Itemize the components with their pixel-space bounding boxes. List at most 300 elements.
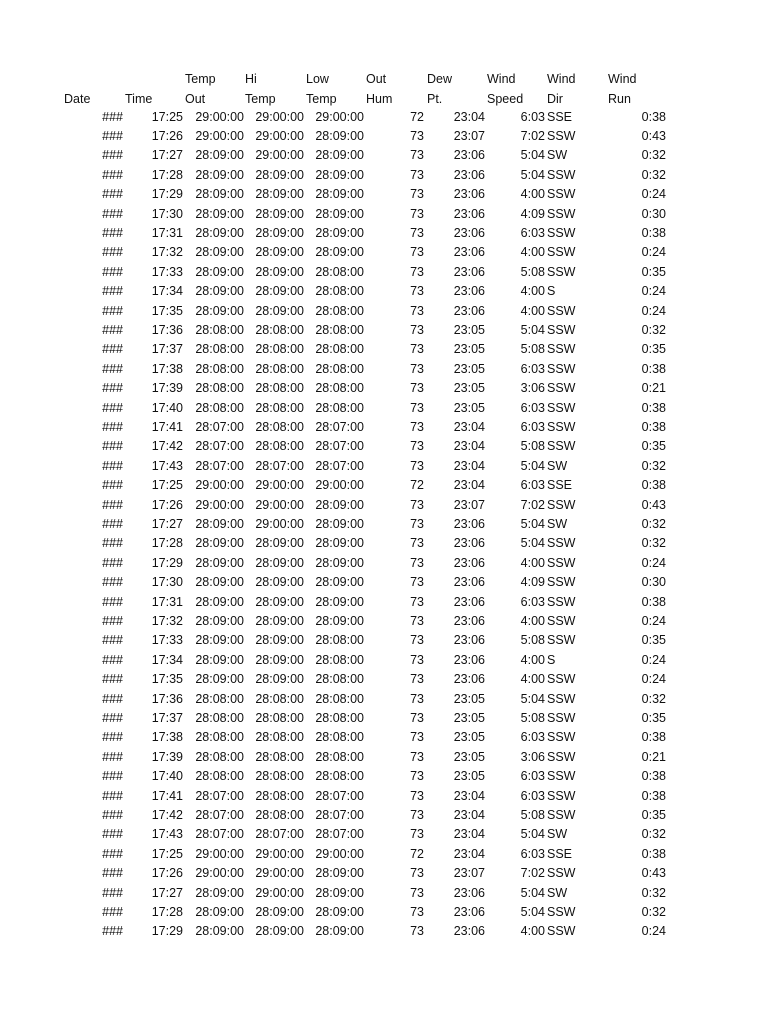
cell-hi-temp: 28:09:00 [255, 575, 304, 590]
cell-out-hum: 73 [410, 924, 424, 939]
cell-temp-out: 28:09:00 [195, 555, 244, 570]
cell-low-temp: 28:09:00 [315, 187, 364, 202]
cell-temp-out: 28:08:00 [195, 381, 244, 396]
cell-low-temp: 28:08:00 [315, 322, 364, 337]
cell-wind-dir: SSE [547, 109, 573, 124]
cell-dew-pt: 23:05 [453, 691, 485, 706]
cell-temp-out: 29:00:00 [195, 109, 244, 124]
cell-time: 17:38 [151, 361, 183, 376]
header-temp-out-line1: Temp [185, 72, 216, 86]
cell-wind-dir: SSW [547, 575, 576, 590]
cell-date: ### [102, 187, 123, 202]
cell-temp-out: 28:08:00 [195, 691, 244, 706]
cell-low-temp: 28:09:00 [315, 128, 364, 143]
cell-wind-speed: 6:03 [520, 225, 545, 240]
cell-low-temp: 28:09:00 [315, 536, 364, 551]
cell-out-hum: 73 [410, 342, 424, 357]
cell-out-hum: 73 [410, 788, 424, 803]
cell-low-temp: 28:09:00 [315, 924, 364, 939]
cell-dew-pt: 23:05 [453, 322, 485, 337]
header-wind-speed-line2: Speed [487, 92, 524, 106]
cell-date: ### [102, 904, 123, 919]
cell-out-hum: 73 [410, 807, 424, 822]
cell-dew-pt: 23:05 [453, 400, 485, 415]
cell-hi-temp: 28:09:00 [255, 633, 304, 648]
cell-hi-temp: 28:09:00 [255, 303, 304, 318]
cell-wind-speed: 5:04 [520, 322, 545, 337]
cell-temp-out: 28:08:00 [195, 769, 244, 784]
cell-time: 17:36 [151, 691, 183, 706]
cell-out-hum: 73 [410, 575, 424, 590]
cell-temp-out: 28:09:00 [195, 613, 244, 628]
cell-date: ### [102, 885, 123, 900]
cell-out-hum: 73 [410, 497, 424, 512]
cell-temp-out: 28:07:00 [195, 439, 244, 454]
cell-wind-speed: 6:03 [520, 846, 545, 861]
cell-wind-speed: 6:03 [520, 478, 545, 493]
cell-time: 17:42 [151, 807, 183, 822]
header-wind-speed-line1: Wind [487, 72, 516, 86]
cell-dew-pt: 23:06 [453, 904, 485, 919]
cell-dew-pt: 23:06 [453, 284, 485, 299]
cell-wind-run: 0:38 [641, 769, 666, 784]
cell-hi-temp: 29:00:00 [255, 128, 304, 143]
cell-wind-run: 0:35 [641, 342, 666, 357]
header-wind-run-line2: Run [608, 92, 631, 106]
cell-temp-out: 28:09:00 [195, 594, 244, 609]
cell-time: 17:27 [151, 148, 183, 163]
cell-temp-out: 28:09:00 [195, 225, 244, 240]
cell-low-temp: 28:08:00 [315, 361, 364, 376]
cell-hi-temp: 28:09:00 [255, 904, 304, 919]
cell-wind-dir: SSW [547, 167, 576, 182]
cell-time: 17:28 [151, 536, 183, 551]
cell-wind-dir: SSE [547, 846, 573, 861]
cell-hi-temp: 28:09:00 [255, 672, 304, 687]
cell-temp-out: 28:07:00 [195, 827, 244, 842]
cell-wind-speed: 5:04 [520, 691, 545, 706]
cell-time: 17:35 [151, 303, 183, 318]
cell-wind-run: 0:38 [641, 594, 666, 609]
cell-dew-pt: 23:07 [453, 866, 485, 881]
cell-date: ### [102, 749, 123, 764]
cell-time: 17:28 [151, 904, 183, 919]
cell-out-hum: 73 [410, 284, 424, 299]
cell-time: 17:41 [151, 419, 183, 434]
cell-out-hum: 73 [410, 303, 424, 318]
cell-dew-pt: 23:04 [453, 478, 485, 493]
cell-wind-speed: 4:00 [520, 245, 545, 260]
cell-temp-out: 28:09:00 [195, 924, 244, 939]
cell-out-hum: 73 [410, 749, 424, 764]
cell-out-hum: 73 [410, 827, 424, 842]
cell-wind-dir: SSW [547, 710, 576, 725]
cell-time: 17:39 [151, 381, 183, 396]
cell-time: 17:26 [151, 128, 183, 143]
cell-wind-run: 0:32 [641, 148, 666, 163]
cell-temp-out: 28:09:00 [195, 575, 244, 590]
cell-time: 17:37 [151, 342, 183, 357]
cell-wind-speed: 5:08 [520, 439, 545, 454]
cell-wind-run: 0:24 [641, 245, 666, 260]
cell-date: ### [102, 225, 123, 240]
cell-time: 17:32 [151, 613, 183, 628]
cell-temp-out: 28:08:00 [195, 322, 244, 337]
cell-low-temp: 28:08:00 [315, 342, 364, 357]
cell-wind-dir: SSW [547, 497, 576, 512]
cell-wind-speed: 3:06 [520, 381, 545, 396]
cell-wind-run: 0:35 [641, 633, 666, 648]
cell-time: 17:25 [151, 109, 183, 124]
cell-wind-dir: SSW [547, 225, 576, 240]
cell-hi-temp: 28:08:00 [255, 769, 304, 784]
cell-temp-out: 28:09:00 [195, 284, 244, 299]
cell-out-hum: 72 [410, 478, 424, 493]
cell-wind-speed: 4:00 [520, 924, 545, 939]
cell-hi-temp: 28:08:00 [255, 730, 304, 745]
cell-time: 17:42 [151, 439, 183, 454]
cell-hi-temp: 28:09:00 [255, 924, 304, 939]
cell-low-temp: 28:09:00 [315, 904, 364, 919]
cell-wind-dir: SSW [547, 303, 576, 318]
cell-wind-run: 0:38 [641, 730, 666, 745]
cell-temp-out: 28:08:00 [195, 361, 244, 376]
cell-time: 17:26 [151, 866, 183, 881]
cell-low-temp: 28:07:00 [315, 458, 364, 473]
cell-low-temp: 28:07:00 [315, 807, 364, 822]
cell-temp-out: 28:09:00 [195, 206, 244, 221]
cell-out-hum: 72 [410, 846, 424, 861]
cell-wind-run: 0:38 [641, 400, 666, 415]
cell-hi-temp: 28:07:00 [255, 827, 304, 842]
cell-date: ### [102, 439, 123, 454]
cell-temp-out: 28:08:00 [195, 400, 244, 415]
cell-wind-dir: SSW [547, 769, 576, 784]
cell-low-temp: 28:08:00 [315, 769, 364, 784]
cell-out-hum: 73 [410, 730, 424, 745]
cell-low-temp: 28:09:00 [315, 594, 364, 609]
cell-temp-out: 28:07:00 [195, 458, 244, 473]
header-wind-dir-line1: Wind [547, 72, 576, 86]
cell-low-temp: 28:07:00 [315, 788, 364, 803]
cell-dew-pt: 23:04 [453, 439, 485, 454]
header-out-hum-line2: Hum [366, 92, 393, 106]
cell-out-hum: 73 [410, 225, 424, 240]
cell-wind-run: 0:35 [641, 710, 666, 725]
cell-out-hum: 73 [410, 613, 424, 628]
cell-wind-dir: S [547, 284, 556, 299]
cell-temp-out: 28:09:00 [195, 303, 244, 318]
cell-date: ### [102, 284, 123, 299]
cell-dew-pt: 23:05 [453, 749, 485, 764]
cell-dew-pt: 23:04 [453, 827, 485, 842]
cell-time: 17:40 [151, 769, 183, 784]
cell-hi-temp: 28:09:00 [255, 652, 304, 667]
cell-hi-temp: 29:00:00 [255, 148, 304, 163]
cell-wind-speed: 5:04 [520, 167, 545, 182]
cell-temp-out: 28:09:00 [195, 167, 244, 182]
cell-wind-run: 0:32 [641, 536, 666, 551]
cell-wind-dir: SSW [547, 633, 576, 648]
cell-temp-out: 28:07:00 [195, 788, 244, 803]
cell-time: 17:37 [151, 710, 183, 725]
cell-hi-temp: 28:09:00 [255, 613, 304, 628]
cell-wind-speed: 5:04 [520, 827, 545, 842]
cell-wind-run: 0:38 [641, 846, 666, 861]
cell-wind-dir: SW [547, 885, 568, 900]
cell-wind-speed: 5:04 [520, 885, 545, 900]
cell-out-hum: 73 [410, 167, 424, 182]
cell-out-hum: 73 [410, 458, 424, 473]
cell-date: ### [102, 497, 123, 512]
cell-time: 17:29 [151, 924, 183, 939]
cell-date: ### [102, 866, 123, 881]
cell-low-temp: 28:08:00 [315, 264, 364, 279]
cell-hi-temp: 28:09:00 [255, 264, 304, 279]
cell-temp-out: 28:08:00 [195, 730, 244, 745]
cell-wind-run: 0:38 [641, 478, 666, 493]
cell-time: 17:34 [151, 652, 183, 667]
cell-temp-out: 28:09:00 [195, 187, 244, 202]
cell-out-hum: 73 [410, 128, 424, 143]
cell-hi-temp: 28:09:00 [255, 284, 304, 299]
cell-wind-dir: SSW [547, 206, 576, 221]
cell-wind-dir: SSW [547, 749, 576, 764]
cell-low-temp: 28:09:00 [315, 613, 364, 628]
cell-date: ### [102, 769, 123, 784]
cell-wind-run: 0:21 [641, 381, 666, 396]
cell-date: ### [102, 381, 123, 396]
cell-wind-speed: 7:02 [520, 866, 545, 881]
cell-wind-run: 0:43 [641, 128, 666, 143]
cell-wind-speed: 4:00 [520, 555, 545, 570]
cell-date: ### [102, 361, 123, 376]
cell-hi-temp: 28:08:00 [255, 439, 304, 454]
cell-low-temp: 28:08:00 [315, 652, 364, 667]
cell-wind-speed: 6:03 [520, 769, 545, 784]
cell-time: 17:41 [151, 788, 183, 803]
cell-time: 17:27 [151, 516, 183, 531]
cell-out-hum: 73 [410, 866, 424, 881]
cell-low-temp: 28:09:00 [315, 148, 364, 163]
cell-hi-temp: 28:08:00 [255, 788, 304, 803]
cell-out-hum: 73 [410, 904, 424, 919]
cell-temp-out: 28:09:00 [195, 516, 244, 531]
cell-date: ### [102, 206, 123, 221]
cell-wind-dir: SSW [547, 439, 576, 454]
cell-date: ### [102, 555, 123, 570]
cell-hi-temp: 28:08:00 [255, 342, 304, 357]
cell-dew-pt: 23:06 [453, 303, 485, 318]
cell-date: ### [102, 652, 123, 667]
cell-date: ### [102, 575, 123, 590]
cell-hi-temp: 29:00:00 [255, 885, 304, 900]
cell-wind-dir: SSW [547, 672, 576, 687]
cell-wind-dir: SSW [547, 555, 576, 570]
cell-wind-dir: SSW [547, 691, 576, 706]
cell-temp-out: 28:09:00 [195, 885, 244, 900]
cell-temp-out: 28:09:00 [195, 536, 244, 551]
cell-wind-speed: 7:02 [520, 128, 545, 143]
cell-temp-out: 29:00:00 [195, 497, 244, 512]
cell-wind-dir: SSW [547, 419, 576, 434]
cell-wind-dir: SSW [547, 128, 576, 143]
cell-dew-pt: 23:06 [453, 167, 485, 182]
cell-time: 17:34 [151, 284, 183, 299]
cell-hi-temp: 29:00:00 [255, 478, 304, 493]
cell-wind-run: 0:24 [641, 613, 666, 628]
cell-wind-dir: SSW [547, 381, 576, 396]
cell-low-temp: 28:08:00 [315, 633, 364, 648]
cell-wind-dir: SW [547, 827, 568, 842]
cell-time: 17:35 [151, 672, 183, 687]
cell-out-hum: 73 [410, 555, 424, 570]
cell-wind-speed: 5:08 [520, 633, 545, 648]
cell-wind-run: 0:32 [641, 516, 666, 531]
cell-wind-run: 0:24 [641, 555, 666, 570]
cell-out-hum: 73 [410, 536, 424, 551]
cell-wind-speed: 5:08 [520, 342, 545, 357]
cell-date: ### [102, 924, 123, 939]
cell-wind-dir: SW [547, 148, 568, 163]
cell-wind-dir: SSW [547, 400, 576, 415]
cell-wind-speed: 6:03 [520, 109, 545, 124]
cell-dew-pt: 23:05 [453, 769, 485, 784]
cell-wind-dir: SSW [547, 187, 576, 202]
cell-time: 17:39 [151, 749, 183, 764]
cell-low-temp: 28:08:00 [315, 303, 364, 318]
cell-hi-temp: 28:09:00 [255, 187, 304, 202]
cell-time: 17:27 [151, 885, 183, 900]
cell-dew-pt: 23:05 [453, 342, 485, 357]
cell-time: 17:38 [151, 730, 183, 745]
cell-time: 17:26 [151, 497, 183, 512]
cell-wind-run: 0:24 [641, 672, 666, 687]
cell-dew-pt: 23:06 [453, 575, 485, 590]
cell-date: ### [102, 691, 123, 706]
cell-low-temp: 28:09:00 [315, 516, 364, 531]
header-dew-pt-line2: Pt. [427, 92, 443, 106]
cell-low-temp: 29:00:00 [315, 846, 364, 861]
cell-dew-pt: 23:06 [453, 555, 485, 570]
cell-out-hum: 73 [410, 419, 424, 434]
cell-low-temp: 29:00:00 [315, 109, 364, 124]
cell-low-temp: 28:09:00 [315, 225, 364, 240]
cell-hi-temp: 28:08:00 [255, 807, 304, 822]
cell-low-temp: 28:08:00 [315, 730, 364, 745]
cell-low-temp: 28:08:00 [315, 710, 364, 725]
header-low-temp-line2: Temp [306, 92, 337, 106]
cell-wind-run: 0:32 [641, 167, 666, 182]
cell-wind-dir: SSE [547, 478, 573, 493]
cell-wind-speed: 4:00 [520, 187, 545, 202]
cell-wind-run: 0:32 [641, 458, 666, 473]
cell-hi-temp: 28:09:00 [255, 555, 304, 570]
cell-low-temp: 28:09:00 [315, 885, 364, 900]
cell-low-temp: 28:09:00 [315, 575, 364, 590]
cell-wind-run: 0:38 [641, 109, 666, 124]
cell-date: ### [102, 148, 123, 163]
cell-wind-speed: 4:00 [520, 284, 545, 299]
cell-dew-pt: 23:05 [453, 361, 485, 376]
cell-wind-run: 0:38 [641, 225, 666, 240]
cell-wind-run: 0:35 [641, 439, 666, 454]
header-date-line2: Date [64, 92, 91, 106]
cell-date: ### [102, 419, 123, 434]
cell-dew-pt: 23:06 [453, 885, 485, 900]
cell-low-temp: 28:08:00 [315, 691, 364, 706]
cell-wind-dir: SW [547, 458, 568, 473]
cell-out-hum: 73 [410, 652, 424, 667]
cell-low-temp: 28:08:00 [315, 749, 364, 764]
cell-out-hum: 73 [410, 439, 424, 454]
cell-low-temp: 28:09:00 [315, 497, 364, 512]
cell-hi-temp: 28:08:00 [255, 749, 304, 764]
cell-time: 17:31 [151, 225, 183, 240]
cell-wind-speed: 4:00 [520, 613, 545, 628]
cell-wind-speed: 5:08 [520, 710, 545, 725]
cell-hi-temp: 29:00:00 [255, 846, 304, 861]
cell-dew-pt: 23:05 [453, 710, 485, 725]
cell-dew-pt: 23:04 [453, 788, 485, 803]
cell-wind-dir: SSW [547, 342, 576, 357]
cell-hi-temp: 28:08:00 [255, 400, 304, 415]
cell-low-temp: 28:07:00 [315, 439, 364, 454]
cell-date: ### [102, 807, 123, 822]
cell-time: 17:25 [151, 846, 183, 861]
cell-hi-temp: 28:09:00 [255, 225, 304, 240]
cell-wind-speed: 6:03 [520, 730, 545, 745]
cell-out-hum: 73 [410, 148, 424, 163]
cell-dew-pt: 23:06 [453, 672, 485, 687]
cell-dew-pt: 23:05 [453, 381, 485, 396]
cell-wind-run: 0:21 [641, 749, 666, 764]
header-low-temp-line1: Low [306, 72, 329, 86]
header-wind-run-line1: Wind [608, 72, 637, 86]
cell-wind-dir: SSW [547, 264, 576, 279]
cell-wind-speed: 5:08 [520, 264, 545, 279]
cell-time: 17:30 [151, 206, 183, 221]
cell-date: ### [102, 633, 123, 648]
header-time-line2: Time [125, 92, 153, 106]
cell-low-temp: 28:08:00 [315, 284, 364, 299]
cell-wind-speed: 5:04 [520, 536, 545, 551]
cell-dew-pt: 23:04 [453, 807, 485, 822]
cell-wind-dir: SSW [547, 536, 576, 551]
cell-out-hum: 73 [410, 516, 424, 531]
cell-hi-temp: 29:00:00 [255, 497, 304, 512]
cell-hi-temp: 28:08:00 [255, 361, 304, 376]
cell-dew-pt: 23:06 [453, 206, 485, 221]
cell-wind-run: 0:43 [641, 866, 666, 881]
cell-hi-temp: 29:00:00 [255, 109, 304, 124]
cell-wind-run: 0:32 [641, 322, 666, 337]
cell-dew-pt: 23:06 [453, 613, 485, 628]
cell-dew-pt: 23:06 [453, 924, 485, 939]
cell-temp-out: 28:08:00 [195, 710, 244, 725]
cell-wind-speed: 4:00 [520, 672, 545, 687]
cell-temp-out: 28:08:00 [195, 749, 244, 764]
cell-hi-temp: 28:09:00 [255, 167, 304, 182]
cell-hi-temp: 28:08:00 [255, 381, 304, 396]
cell-hi-temp: 28:09:00 [255, 245, 304, 260]
cell-out-hum: 73 [410, 187, 424, 202]
cell-wind-run: 0:24 [641, 303, 666, 318]
cell-out-hum: 73 [410, 381, 424, 396]
cell-out-hum: 73 [410, 633, 424, 648]
cell-dew-pt: 23:04 [453, 458, 485, 473]
cell-dew-pt: 23:04 [453, 846, 485, 861]
